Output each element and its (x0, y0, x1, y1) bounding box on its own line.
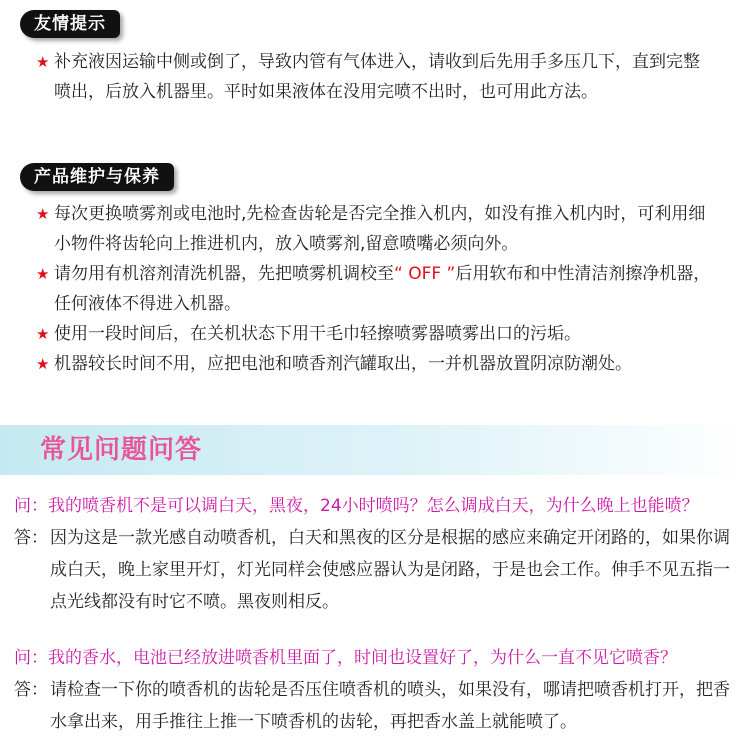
off-label: “ OFF ” (394, 264, 456, 284)
faq-title: 常见问题问答 (40, 435, 203, 465)
star-icon: ★ (36, 355, 50, 373)
faq-answer: 答： 请检查一下你的喷香机的齿轮是否压住喷香机的喷头，如果没有，哪请把喷香机打开，把香水拿出来，用手推往上推一下喷香机的齿轮，再把香水盖上就能喷了。 (14, 680, 730, 732)
faq-question: 问：我的喷香机不是可以调白天，黑夜，24小时喷吗？怎么调成白天，为什么晚上也能喷？ (14, 496, 699, 516)
maintenance-item: ★ 每次更换喷雾剂或电池时,先检查齿轮是否完全推入机内，如没有推入机内时，可利用细小物件将齿轮向上推进机内，放入喷雾剂,留意喷嘴必须向外。 (36, 199, 716, 259)
faq-question: 问：我的香水，电池已经放进喷香机里面了，时间也设置好了，为什么一直不见它喷香？ (14, 648, 677, 668)
star-icon: ★ (36, 265, 50, 283)
star-icon: ★ (36, 325, 50, 343)
maintenance-item: ★ 使用一段时间后，在关机状态下用干毛巾轻擦喷雾器喷雾出口的污垢。 (36, 319, 716, 349)
maintenance-item: ★ 请勿用有机溶剂清洗机器，先把喷雾机调校至“ OFF ”后用软布和中性清洁剂擦净机器，任何液体不得进入机器。 (36, 259, 716, 319)
section-title-tips: 友情提示 (20, 10, 120, 38)
faq-banner (0, 425, 750, 475)
faq-answer: 答： 因为这是一款光感自动喷香机，白天和黑夜的区分是根据的感应来确定开闭路的，如果你调成白天，晚上家里开灯，灯光同样会使感应器认为是闭路，于是也会工作。伸手不见五指一点光线都没有时它不喷。黑夜则相反。 (14, 528, 730, 612)
star-icon: ★ (36, 205, 50, 223)
star-icon: ★ (36, 53, 50, 71)
section-title-maintenance: 产品维护与保养 (20, 163, 174, 191)
maintenance-item: ★ 机器较长时间不用，应把电池和喷香剂汽罐取出，一并机器放置阴凉防潮处。 (36, 349, 716, 379)
tip-item: ★ 补充液因运输中侧或倒了，导致内管有气体进入，请收到后先用手多压几下，直到完整喷出，后放入机器里。平时如果液体在没用完喷不出时，也可用此方法。 (36, 47, 716, 107)
